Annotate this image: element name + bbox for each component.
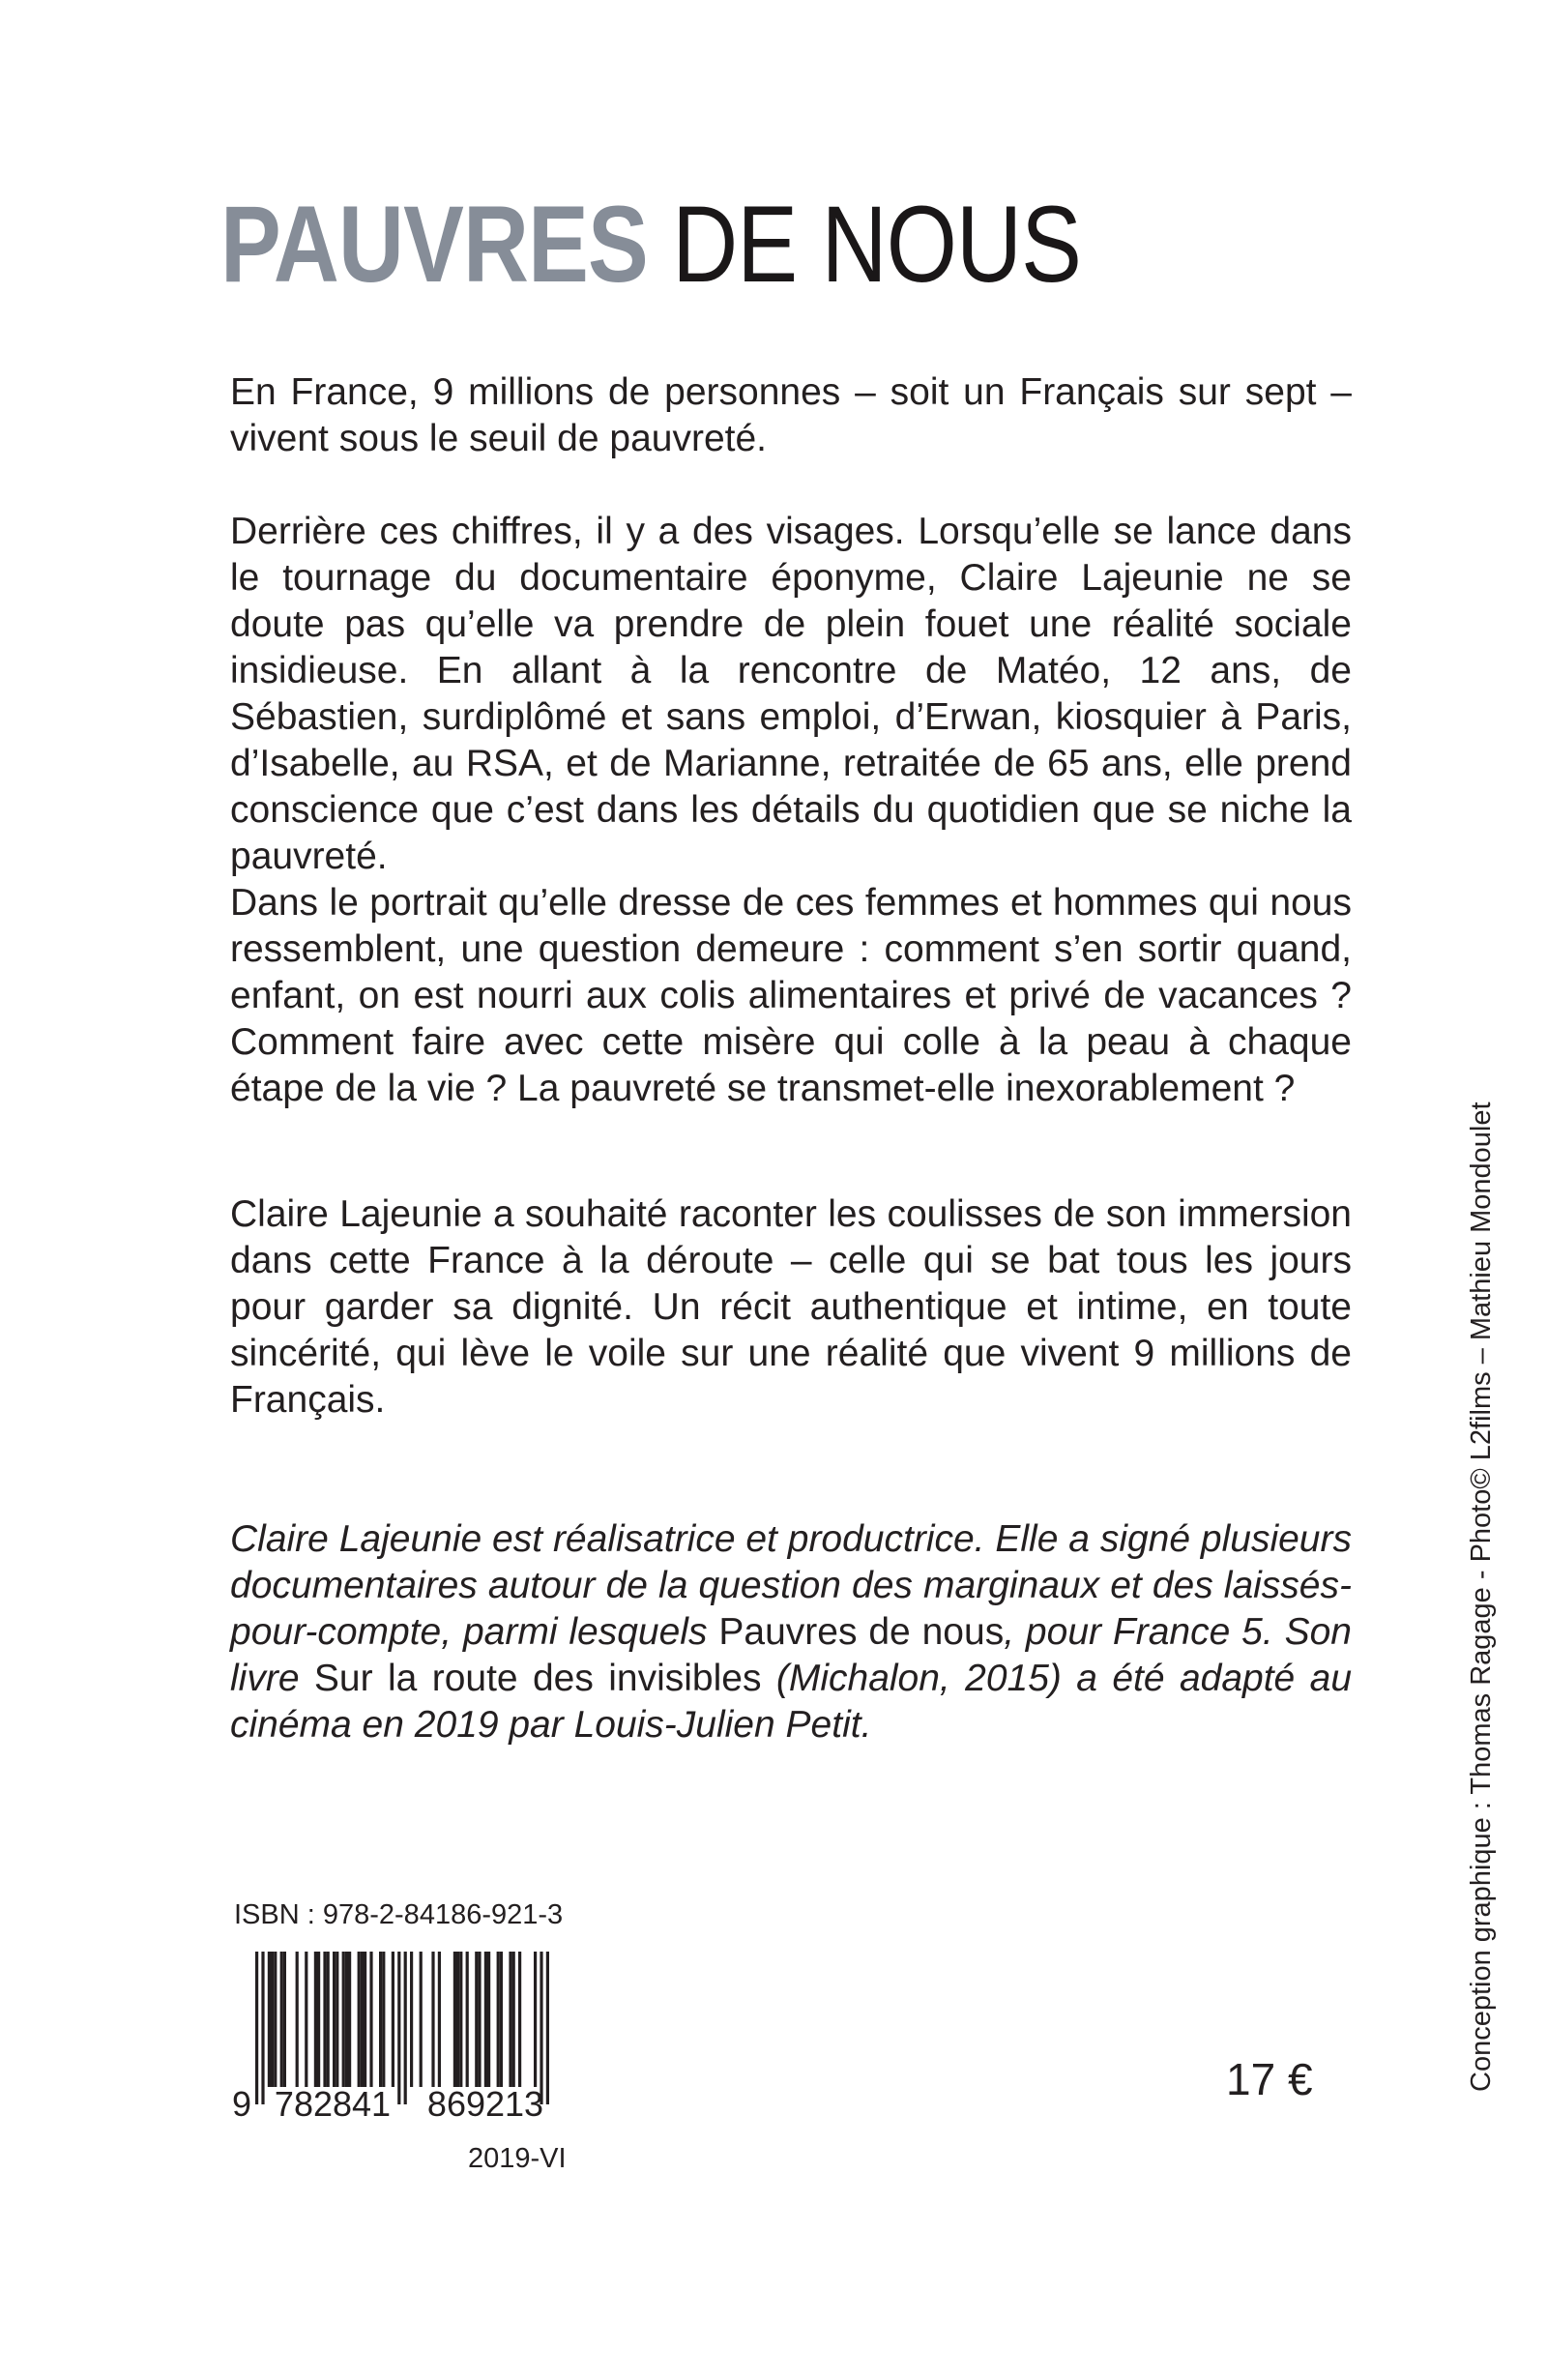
barcode-bar	[475, 1952, 478, 2087]
barcode-bar	[512, 1952, 515, 2087]
barcode-bar	[382, 1952, 385, 2087]
barcode-bar	[274, 1952, 277, 2087]
bio-text-2: , pour France 5. Son livre	[230, 1611, 1352, 1699]
barcode-bar	[453, 1952, 456, 2087]
barcode-bar	[296, 1952, 299, 2087]
barcode-bar	[361, 1952, 364, 2087]
barcode-bar	[255, 1952, 258, 2104]
barcode-bar	[484, 1952, 487, 2087]
bio-book-title: Sur la route des invisibles	[313, 1658, 762, 1699]
barcode-bar	[478, 1952, 481, 2087]
barcode-bar	[345, 1952, 348, 2087]
barcode-bar	[369, 1952, 372, 2087]
barcode-bars	[255, 1952, 549, 2104]
barcode-bar	[261, 1952, 264, 2104]
bio-text-1: Claire Lajeunie est réalisatrice et productrice. Elle a signé plusieurs documentaires autour de la question des marginaux et des laissés-pour-compte, parmi lesquels	[230, 1518, 1352, 1653]
design-photo-credit: Conception graphique : Thomas Ragage - Photo© L2films – Mathieu Mondoulet	[1466, 1102, 1497, 2092]
barcode-bar	[438, 1952, 441, 2087]
barcode	[232, 1952, 572, 2126]
barcode-bar	[397, 1952, 400, 2104]
barcode-bar	[497, 1952, 500, 2087]
barcode-bar	[333, 1952, 336, 2087]
summary-paragraph-1: En France, 9 millions de personnes – soit un Français sur sept – vivent sous le seuil de pauvreté.	[230, 371, 1352, 459]
barcode-bar	[431, 1952, 434, 2087]
author-bio	[230, 1516, 1352, 1748]
barcode-bar	[404, 1952, 407, 2104]
price: 17 €	[1226, 2054, 1313, 2104]
barcode-first-digit: 9	[232, 2084, 252, 2124]
barcode-bar	[392, 1952, 394, 2087]
barcode-bar	[420, 1952, 423, 2087]
title-rest: DE NOUS	[672, 184, 1082, 305]
book-title	[220, 184, 1081, 305]
barcode-bar	[358, 1952, 361, 2087]
barcode-left-group: 782841	[274, 2084, 392, 2124]
barcode-bar	[348, 1952, 351, 2087]
barcode-bar	[487, 1952, 490, 2087]
barcode-bar	[268, 1952, 271, 2087]
edition-code: 2019-VI	[468, 2143, 567, 2174]
summary-paragraph-2b: Dans le portrait qu’elle dresse de ces femmes et hommes qui nous ressemblent, une question demeure : comment s’en sortir quand, enfant, on est nourri aux colis alimentaires et privé de vacances ? Comment faire avec cette misère qui colle à la peau à chaque étape de la vie ? La pauvreté se transmet-elle inexorablement ?	[230, 882, 1352, 1109]
barcode-bar	[518, 1952, 521, 2087]
barcode-bar	[283, 1952, 286, 2087]
title-accent: PAUVRES	[220, 184, 648, 305]
barcode-bar	[280, 1952, 283, 2087]
barcode-bar	[317, 1952, 320, 2087]
barcode-bar	[379, 1952, 382, 2087]
barcode-bar	[456, 1952, 459, 2087]
barcode-bar	[336, 1952, 338, 2087]
summary-paragraph-2a: Derrière ces chiffres, il y a des visages. Lorsqu’elle se lance dans le tournage du documentaire éponyme, Claire Lajeunie ne se doute pas qu’elle va prendre de plein fouet une réalité sociale insidieuse. En allant à la rencontre de Matéo, 12 ans, de Sébastien, surdiplômé et sans emploi, d’Erwan, kiosquier à Paris, d’Isabelle, au RSA, et de Marianne, retraitée de 65 ans, elle prend conscience que c’est dans les détails du quotidien que se niche la pauvreté.	[230, 511, 1352, 877]
summary-paragraph-2	[230, 509, 1352, 1112]
barcode-bar	[509, 1952, 511, 2087]
barcode-bar	[466, 1952, 469, 2087]
bio-text-3: (Michalon, 2015) a été adapté au cinéma en 2019 par Louis-Julien Petit.	[230, 1658, 1353, 1746]
barcode-bar	[546, 1952, 549, 2104]
barcode-bar	[305, 1952, 307, 2087]
barcode-bar	[500, 1952, 503, 2087]
barcode-bar	[271, 1952, 274, 2087]
barcode-bar	[459, 1952, 462, 2087]
barcode-bar	[327, 1952, 330, 2087]
barcode-bar	[323, 1952, 326, 2087]
barcode-bar	[534, 1952, 537, 2087]
barcode-right-group: 869213	[426, 2084, 544, 2124]
bio-film-title: Pauvres de nous	[718, 1611, 1005, 1653]
summary-paragraph-3: Claire Lajeunie a souhaité raconter les coulisses de son immersion dans cette France à la déroute – celle qui se bat tous les jours pour garder sa dignité. Un récit authentique et intime, en toute sincérité, qui lève le voile sur une réalité que vivent 9 millions de Français.	[230, 1193, 1352, 1421]
barcode-bar	[410, 1952, 413, 2087]
barcode-bar	[342, 1952, 345, 2087]
barcode-bar	[364, 1952, 366, 2087]
barcode-bar	[314, 1952, 317, 2087]
isbn-number: ISBN : 978-2-84186-921-3	[234, 1899, 564, 1930]
barcode-bar	[540, 1952, 542, 2104]
